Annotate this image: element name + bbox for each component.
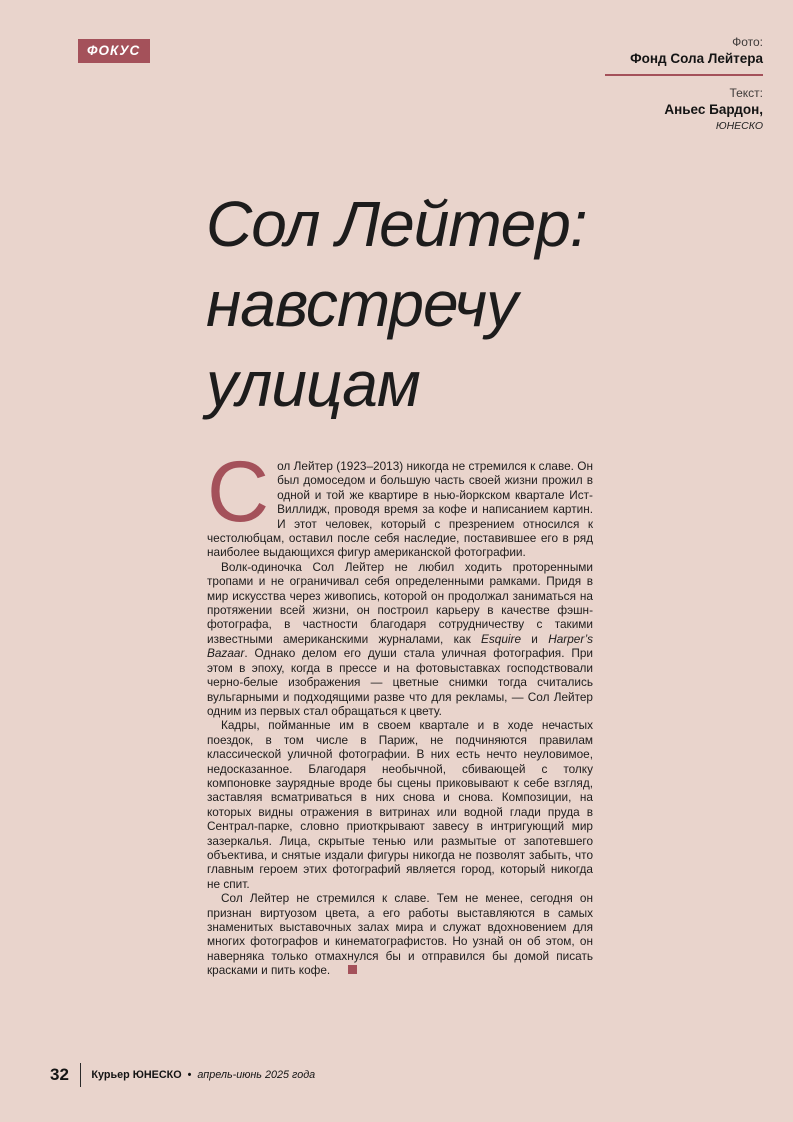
credits-block bbox=[605, 36, 763, 132]
paragraph: Сол Лейтер (1923–2013) никогда не стремился к славе. Он был домоседом и большую часть своей жизни прожил в одной и той же квартире в нью-йоркском квартале Ист-Виллидж, проводя время за кофе и написанием картин. И этот человек, который с презрением относился к честолюбцам, оставил после себя наследие, поставившее его в ряд наиболее выдающихся фигур американской фотографии. bbox=[207, 444, 593, 560]
photo-credit: Фонд Сола Лейтера bbox=[630, 50, 763, 66]
publication-name: Курьер ЮНЕСКО bbox=[91, 1069, 182, 1081]
section-badge: ФОКУС bbox=[78, 39, 150, 63]
footer-divider-line bbox=[80, 1063, 82, 1087]
title-line-2: навстречу bbox=[206, 268, 518, 340]
page-number: 32 bbox=[50, 1065, 69, 1084]
text-label: Текст: bbox=[729, 86, 763, 101]
credits-divider-line bbox=[605, 74, 763, 76]
article-body bbox=[207, 444, 593, 978]
author-name: Аньес Бардон, bbox=[664, 102, 763, 118]
title-line-3: улицам bbox=[206, 348, 420, 420]
issue-date: апрель-июнь 2025 года bbox=[197, 1069, 316, 1081]
article-title bbox=[206, 184, 587, 424]
footer-bullet: • bbox=[187, 1069, 192, 1081]
paragraph: Сол Лейтер не стремился к славе. Тем не менее, сегодня он признан виртуозом цвета, а его работы выставляются в самых знаменитых выставочных залах мира и служат вдохновением для многих фотографов и кинематографистов. Но узнай он об этом, он наверняка только отмахнулся бы и отправился бы домой писать красками и пить кофе. bbox=[207, 891, 593, 978]
page-footer bbox=[50, 1063, 315, 1087]
paragraph: Кадры, пойманные им в своем квартале и в ходе нечастых поездок, в том числе в Париж, не подчиняются правилам классической уличной фотографии. В них есть нечто неуловимое, недосказанное. Благодаря необычной, сбивающей с толку компоновке заурядные вроде бы сцены приковывают к себе взгляд, заставляя всматриваться в них снова и снова. Композиции, на которых видны отражения в витринах или водной глади пруда в Сентрал-парке, словно приоткрывают завесу в интригующий мир зазеркалья. Лица, скрытые тенью или размытые от запотевшего объектива, и снятые издали фигуры никогда не позволят забыть, что главным героем этих фотографий является город, который никогда не спит. bbox=[207, 718, 593, 891]
drop-cap: С bbox=[207, 444, 270, 540]
paragraph: Волк-одиночка Сол Лейтер не любил ходить проторенными тропами и не ограничивал себя определенными рамками. Придя в мир искусства через живопись, которой он продолжал заниматься на протяжении всей жизни, он построил карьеру в качестве фэшн-фотографа, в частности благодаря сотрудничеству с такими известными американскими журналами, как Esquire и Harper’s Bazaar. Однако делом его души стала уличная фотография. При этом в эпоху, когда в прессе и на фотовыставках господствовали черно-белые изображения — цветные снимки тогда считались вульгарными и подходящими разве что для рекламы, — Сол Лейтер одним из первых стал обращаться к цвету. bbox=[207, 559, 593, 718]
author-organization: ЮНЕСКО bbox=[715, 119, 763, 132]
title-line-1: Сол Лейтер: bbox=[206, 188, 587, 260]
end-of-article-mark bbox=[348, 965, 357, 974]
footer-text bbox=[91, 1069, 315, 1081]
photo-label: Фото: bbox=[732, 35, 763, 49]
